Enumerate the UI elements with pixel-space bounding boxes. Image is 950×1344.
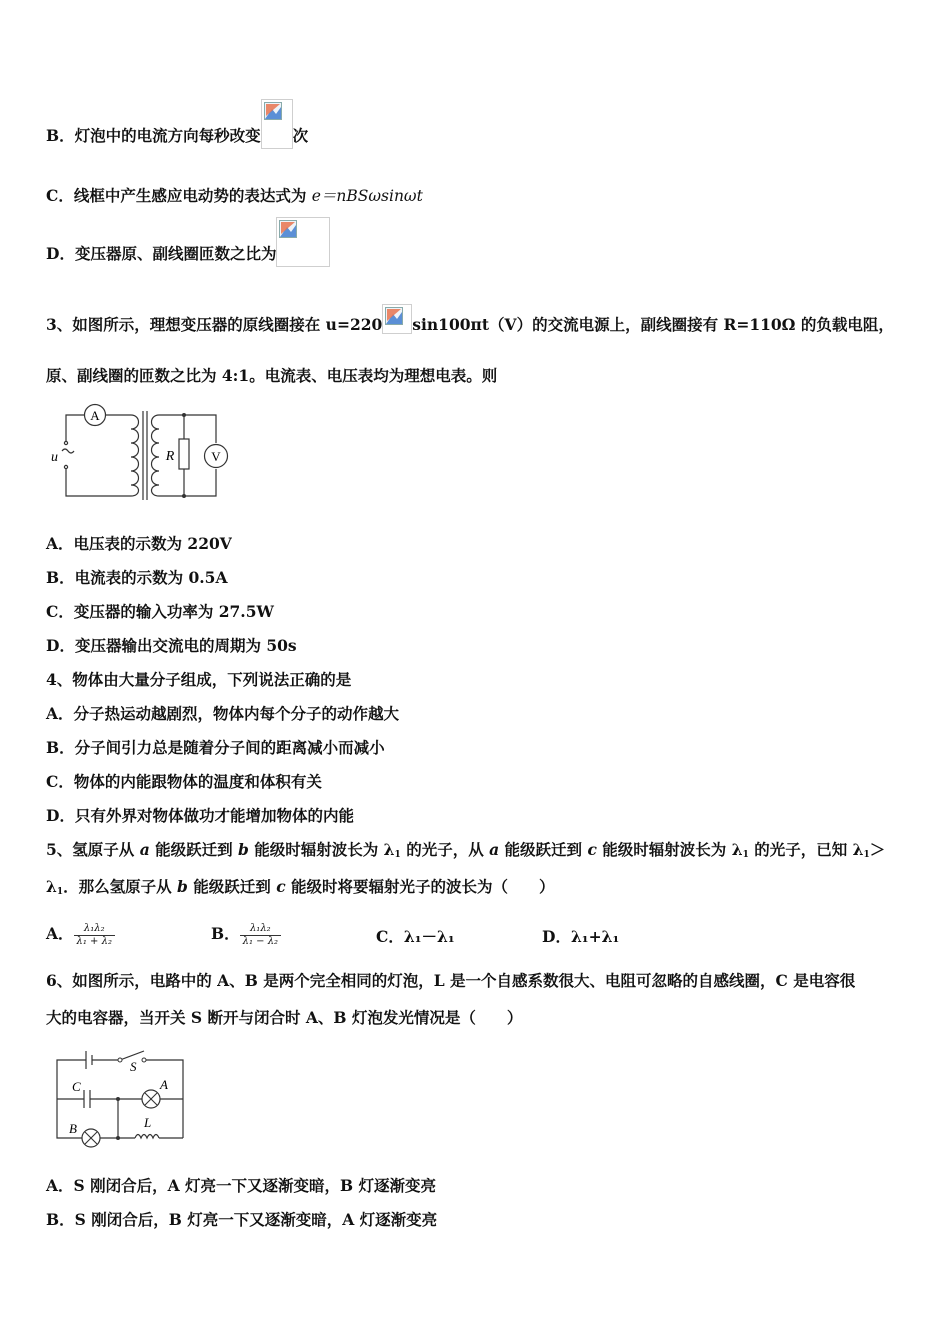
q2-option-d-text: D．变压器原、副线圈匝数之比为 bbox=[46, 244, 277, 263]
broken-image-icon bbox=[382, 304, 412, 334]
lamp-b-symbol bbox=[82, 1129, 100, 1147]
text-span: ．那么氢原子从 bbox=[63, 877, 178, 896]
q4-stem: 4、物体由大量分子组成，下列说法正确的是 bbox=[46, 670, 352, 689]
option-label: A． bbox=[46, 924, 74, 943]
source-label: u bbox=[51, 450, 58, 465]
resistor-label: R bbox=[165, 449, 175, 464]
q5-option-a bbox=[46, 922, 115, 948]
transformer-circuit-diagram bbox=[46, 403, 236, 503]
q5-stem-line2 bbox=[46, 876, 555, 903]
text-span: 能级时辐射波长为 λ bbox=[248, 840, 395, 859]
subscript: 1 bbox=[863, 850, 870, 860]
q2-option-b-text: B．灯泡中的电流方向每秒改变 bbox=[46, 126, 261, 145]
option-label: B． bbox=[211, 924, 240, 943]
lamp-a-symbol bbox=[142, 1090, 160, 1108]
ammeter-label: A bbox=[90, 408, 100, 423]
text-span: 能级时辐射波长为 λ bbox=[596, 840, 743, 859]
text-span: λ bbox=[46, 877, 57, 896]
q3-option-a: A．电压表的示数为 220V bbox=[46, 534, 232, 553]
text-span: a bbox=[139, 840, 150, 859]
fraction-denominator: λ₁ + λ₂ bbox=[74, 935, 115, 948]
subscript: 1 bbox=[56, 887, 64, 897]
q6-stem-line2: 大的电容器，当开关 S 断开与闭合时 A、B 灯泡发光情况是（ ） bbox=[46, 1008, 523, 1027]
q5-stem-line1 bbox=[46, 839, 885, 866]
q2-option-d bbox=[46, 243, 330, 267]
q3-stem-suffix: sin100πt（V）的交流电源上，副线圈接有 R=110Ω 的负载电阻， bbox=[412, 315, 894, 334]
text-span: a bbox=[489, 840, 500, 859]
q2-option-b-suffix: 次 bbox=[292, 126, 309, 145]
q2-option-c-text: C．线框中产生感应电动势的表达式为 bbox=[46, 186, 312, 205]
lamp-b-label: B bbox=[69, 1121, 77, 1136]
switch-contact bbox=[118, 1058, 122, 1062]
q6-stem-line1: 6、如图所示，电路中的 A、B 是两个完全相同的灯泡，L 是一个自感系数很大、电阻可忽略的自感线圈，C 是电容很 bbox=[46, 971, 856, 990]
junction-dot bbox=[116, 1136, 120, 1140]
text-span: 能级时将要辐射光子的波长为（ ） bbox=[285, 877, 555, 896]
text-span: 能级跃迁到 bbox=[149, 840, 239, 859]
capacitor-label: C bbox=[72, 1079, 81, 1094]
junction-dot bbox=[182, 494, 186, 498]
q5-option-b bbox=[211, 922, 281, 948]
switch-contact bbox=[142, 1058, 146, 1062]
q3-option-c: C．变压器的输入功率为 27.5W bbox=[46, 602, 274, 621]
junction-dot bbox=[182, 413, 186, 417]
lamp-a-label: A bbox=[160, 1077, 168, 1092]
fraction-numerator: λ₁λ₂ bbox=[249, 922, 271, 934]
broken-image-icon bbox=[261, 99, 293, 149]
q4-option-c: C．物体的内能跟物体的温度和体积有关 bbox=[46, 772, 322, 791]
text-span: 5、氢原子从 bbox=[46, 840, 140, 859]
q3-stem-line2: 原、副线圈的匝数之比为 4:1。电流表、电压表均为理想电表。则 bbox=[46, 366, 498, 385]
text-span: 能级跃迁到 bbox=[499, 840, 588, 859]
fraction bbox=[240, 923, 281, 948]
broken-image-icon bbox=[276, 217, 330, 267]
q4-option-d: D．只有外界对物体做功才能增加物体的内能 bbox=[46, 806, 354, 825]
q2-option-b bbox=[46, 125, 308, 149]
fraction-denominator: λ₁ − λ₂ bbox=[240, 935, 281, 948]
text-span: 的光子，已知 λ bbox=[748, 840, 864, 859]
text-span: 能级跃迁到 bbox=[187, 877, 277, 896]
junction-dot bbox=[116, 1097, 120, 1101]
subscript: 1 bbox=[394, 850, 401, 860]
subscript: 1 bbox=[742, 850, 749, 860]
q4-option-a: A．分子热运动越剧烈，物体内每个分子的动作越大 bbox=[46, 704, 400, 723]
text-span: b bbox=[238, 840, 249, 859]
fraction bbox=[74, 923, 115, 948]
fraction-numerator: λ₁λ₂ bbox=[83, 922, 105, 934]
q6-option-b: B．S 刚闭合后，B 灯亮一下又逐渐变暗，A 灯逐渐变亮 bbox=[46, 1210, 438, 1229]
lc-circuit-diagram bbox=[50, 1045, 190, 1150]
switch-label: S bbox=[130, 1059, 137, 1074]
q2-option-c bbox=[46, 185, 423, 207]
text-span: c bbox=[276, 877, 286, 896]
inductor-label: L bbox=[144, 1115, 152, 1130]
q3-option-b: B．电流表的示数为 0.5A bbox=[46, 568, 228, 587]
q4-option-b: B．分子间引力总是随着分子间的距离减小而减小 bbox=[46, 738, 385, 757]
q3-option-d: D．变压器输出交流电的周期为 50s bbox=[46, 636, 297, 655]
q5-option-d: D．λ₁+λ₁ bbox=[542, 927, 620, 946]
q2-option-c-formula: e＝nBSωsinωt bbox=[311, 187, 423, 205]
text-span: c bbox=[587, 840, 597, 859]
q5-option-c: C．λ₁－λ₁ bbox=[376, 927, 455, 946]
text-span: b bbox=[177, 877, 188, 896]
text-span: 的光子，从 bbox=[400, 840, 490, 859]
voltmeter-label: V bbox=[211, 449, 221, 464]
q6-option-a: A．S 刚闭合后，A 灯亮一下又逐渐变暗，B 灯逐渐变亮 bbox=[46, 1176, 437, 1195]
q3-stem-line1 bbox=[46, 314, 894, 336]
q3-stem-prefix: 3、如图所示，理想变压器的原线圈接在 u=220 bbox=[46, 315, 383, 334]
text-span: ＞ bbox=[869, 840, 886, 859]
